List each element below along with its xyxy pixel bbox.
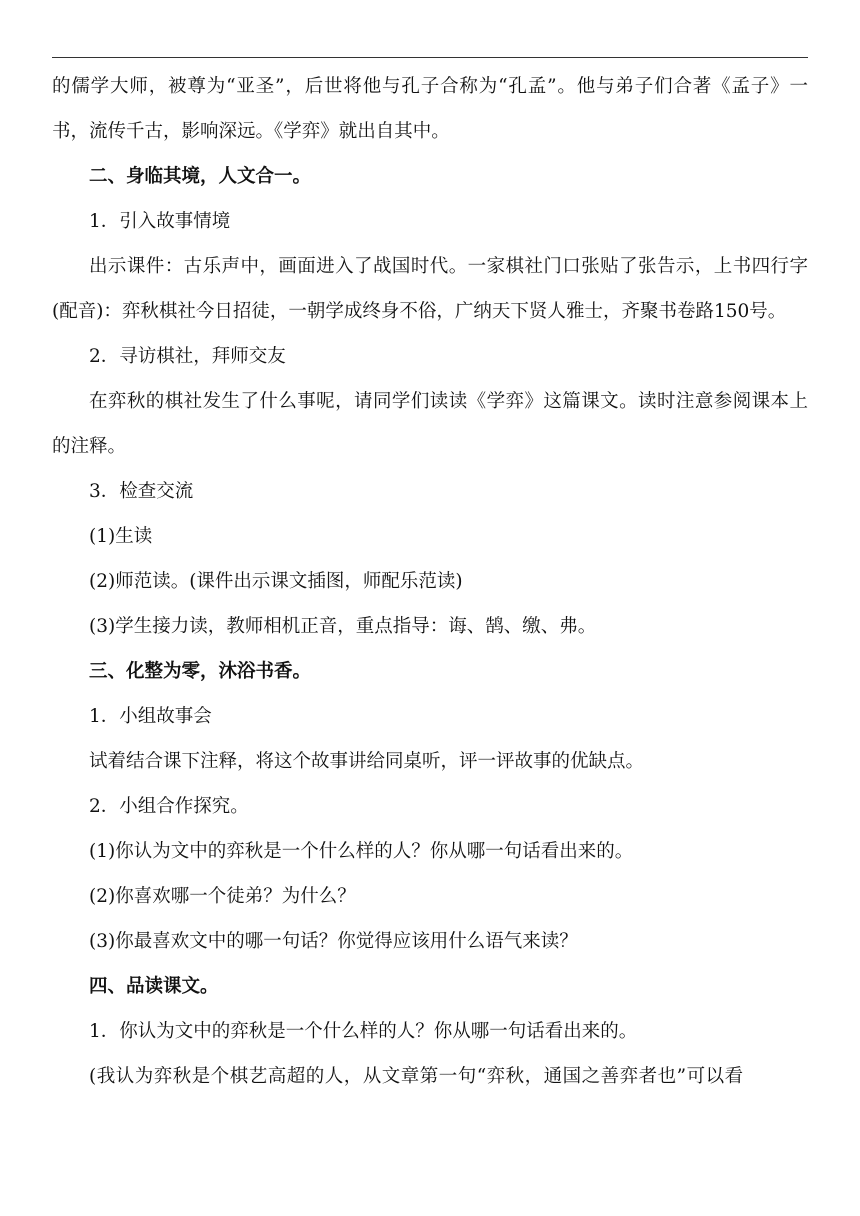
- paragraph-intro: 的儒学大师，被尊为“亚圣”，后世将他与孔子合称为“孔孟”。他与弟子们合著《孟子》一书，流传千古，影响深远。《学弈》就出自其中。: [52, 76, 808, 142]
- header-rule: [52, 57, 808, 58]
- section-heading-2: 二、身临其境，人文合一。: [89, 166, 312, 187]
- section-heading-3: 三、化整为零，沐浴书香。: [89, 661, 312, 682]
- list-item: (2)你喜欢哪一个徒弟？为什么？: [89, 886, 356, 907]
- list-item: (1)你认为文中的弈秋是一个什么样的人？你从哪一句话看出来的。: [89, 841, 634, 862]
- step-heading: 1．引入故事情境: [89, 211, 231, 232]
- step-heading: 2．小组合作探究。: [89, 796, 249, 817]
- paragraph: 试着结合课下注释，将这个故事讲给同桌听，评一评故事的优缺点。: [89, 751, 645, 772]
- answer-text: (我认为弈秋是个棋艺高超的人，从文章第一句“弈秋，通国之善弈者也”可以看: [89, 1066, 744, 1087]
- list-item: (3)你最喜欢文中的哪一句话？你觉得应该用什么语气来读？: [89, 931, 578, 952]
- section-heading-4: 四、品读课文。: [89, 976, 219, 997]
- step-heading: 3．检查交流: [89, 481, 194, 502]
- list-item: (2)师范读。(课件出示课文插图，师配乐范读): [89, 571, 463, 592]
- document-body: [52, 64, 808, 1099]
- question: 1．你认为文中的弈秋是一个什么样的人？你从哪一句话看出来的。: [89, 1021, 638, 1042]
- list-item: (3)学生接力读，教师相机正音，重点指导：诲、鹄、缴、弗。: [89, 616, 597, 637]
- list-item: (1)生读: [89, 526, 153, 547]
- paragraph: 在弈秋的棋社发生了什么事呢，请同学们读读《学弈》这篇课文。读时注意参阅课本上的注释。: [52, 391, 808, 457]
- step-heading: 2．寻访棋社，拜师交友: [89, 346, 286, 367]
- step-heading: 1．小组故事会: [89, 706, 212, 727]
- paragraph: 出示课件：古乐声中，画面进入了战国时代。一家棋社门口张贴了张告示，上书四行字(配音)：弈秋棋社今日招徒，一朝学成终身不俗，广纳天下贤人雅士，齐聚书卷路150号。: [52, 256, 808, 322]
